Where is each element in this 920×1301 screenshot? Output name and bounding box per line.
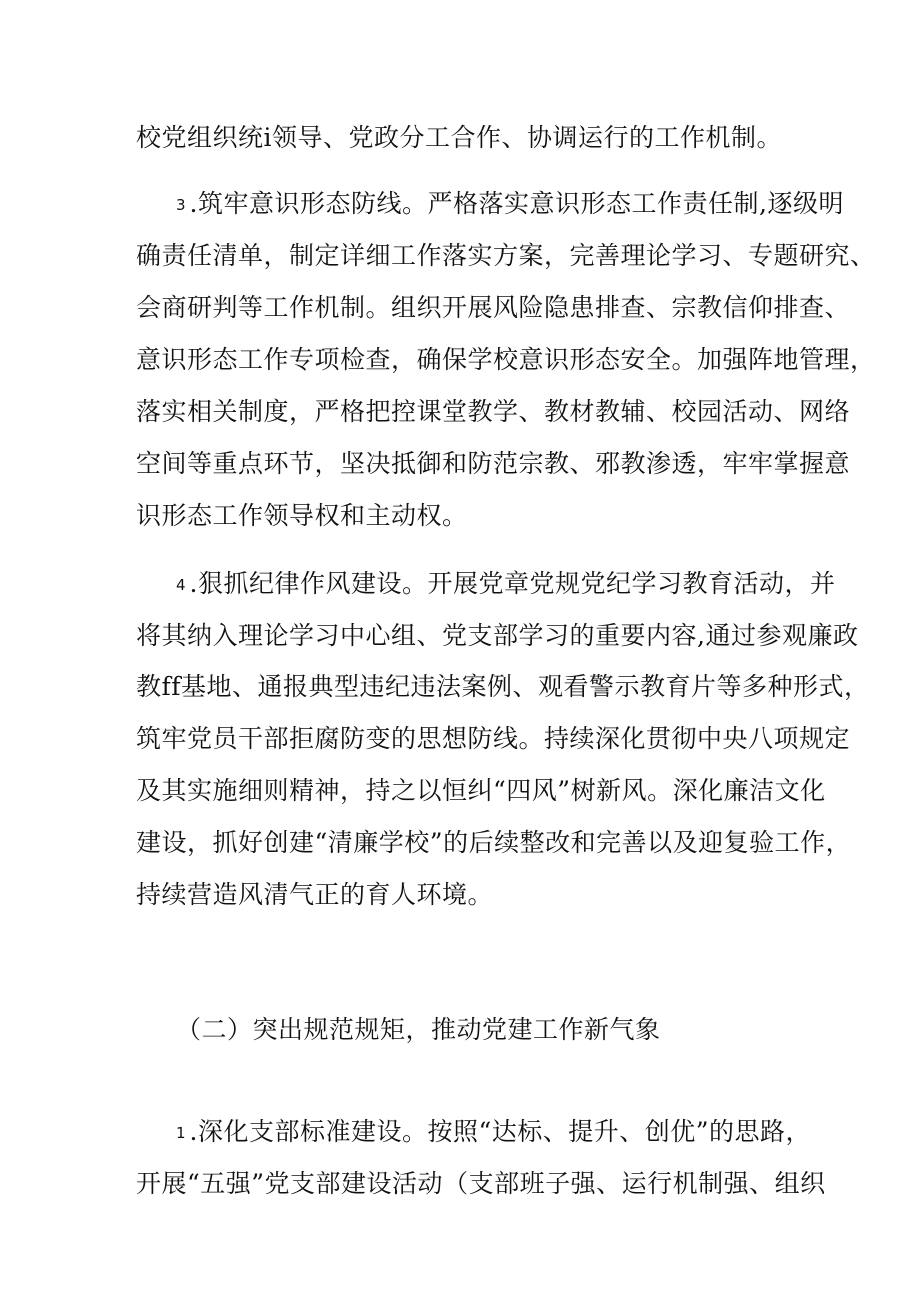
paragraph-1-line-5: 落实相关制度，严格把控课堂教学、教材教辅、校园活动、网络 bbox=[136, 397, 851, 426]
section-heading: （二）突出规范规矩，推动党建工作新气象 bbox=[176, 1015, 661, 1044]
paragraph-2-line-2: 将其纳入理论学习中心组、党支部学习的重要内容,通过参观廉政 bbox=[136, 621, 859, 650]
item-number: 3 bbox=[176, 196, 186, 214]
paragraph-3-line-2: 开展“五强”党支部建设活动（支部班子强、运行机制强、组织 bbox=[136, 1169, 826, 1198]
paragraph-2-line-4: 筑牢党员干部拒腐防变的思想防线。持续深化贯彻中央八项规定 bbox=[136, 724, 851, 753]
paragraph-0-line-1: 校党组织统i领导、党政分工合作、协调运行的工作机制。 bbox=[136, 123, 782, 152]
paragraph-2-line-1: 4 .狠抓纪律作风建设。开展党章党规党纪学习教育活动，并 bbox=[176, 569, 836, 598]
paragraph-1-line-4: 意识形态工作专项检查，确保学校意识形态安全。加强阵地管理， bbox=[136, 345, 876, 374]
paragraph-1-line-1: 3 .筑牢意识形态防线。严格落实意识形态工作责任制,逐级明 bbox=[176, 189, 844, 218]
paragraph-2-line-5: 及其实施细则精神，持之以恒纠“四风”树新风。深化廉洁文化 bbox=[136, 776, 826, 805]
paragraph-1-line-6: 空间等重点环节，坚决抵御和防范宗教、邪教渗透，牢牢掌握意 bbox=[136, 449, 851, 478]
paragraph-1-line-7: 识形态工作领导权和主动权。 bbox=[136, 501, 468, 530]
paragraph-2-line-6: 建设，抓好创建“清廉学校”的后续整改和完善以及迎复验工作， bbox=[136, 828, 852, 857]
paragraph-1-line-3: 会商研判等工作机制。组织开展风险隐患排查、宗教信仰排查、 bbox=[136, 293, 851, 322]
paragraph-2-line-7: 持续营造风清气正的育人环境。 bbox=[136, 880, 494, 909]
paragraph-1-line-2: 确责任清单，制定详细工作落实方案，完善理论学习、专题研究、 bbox=[136, 241, 876, 270]
paragraph-3-line-1: 1 .深化支部标准建设。按照“达标、提升、创优”的思路， bbox=[176, 1117, 812, 1146]
item-number: 1 bbox=[176, 1124, 186, 1142]
item-number: 4 bbox=[176, 576, 186, 594]
paragraph-2-line-3: 教ff基地、通报典型违纪违法案例、观看警示教育片等多种形式， bbox=[136, 672, 870, 701]
